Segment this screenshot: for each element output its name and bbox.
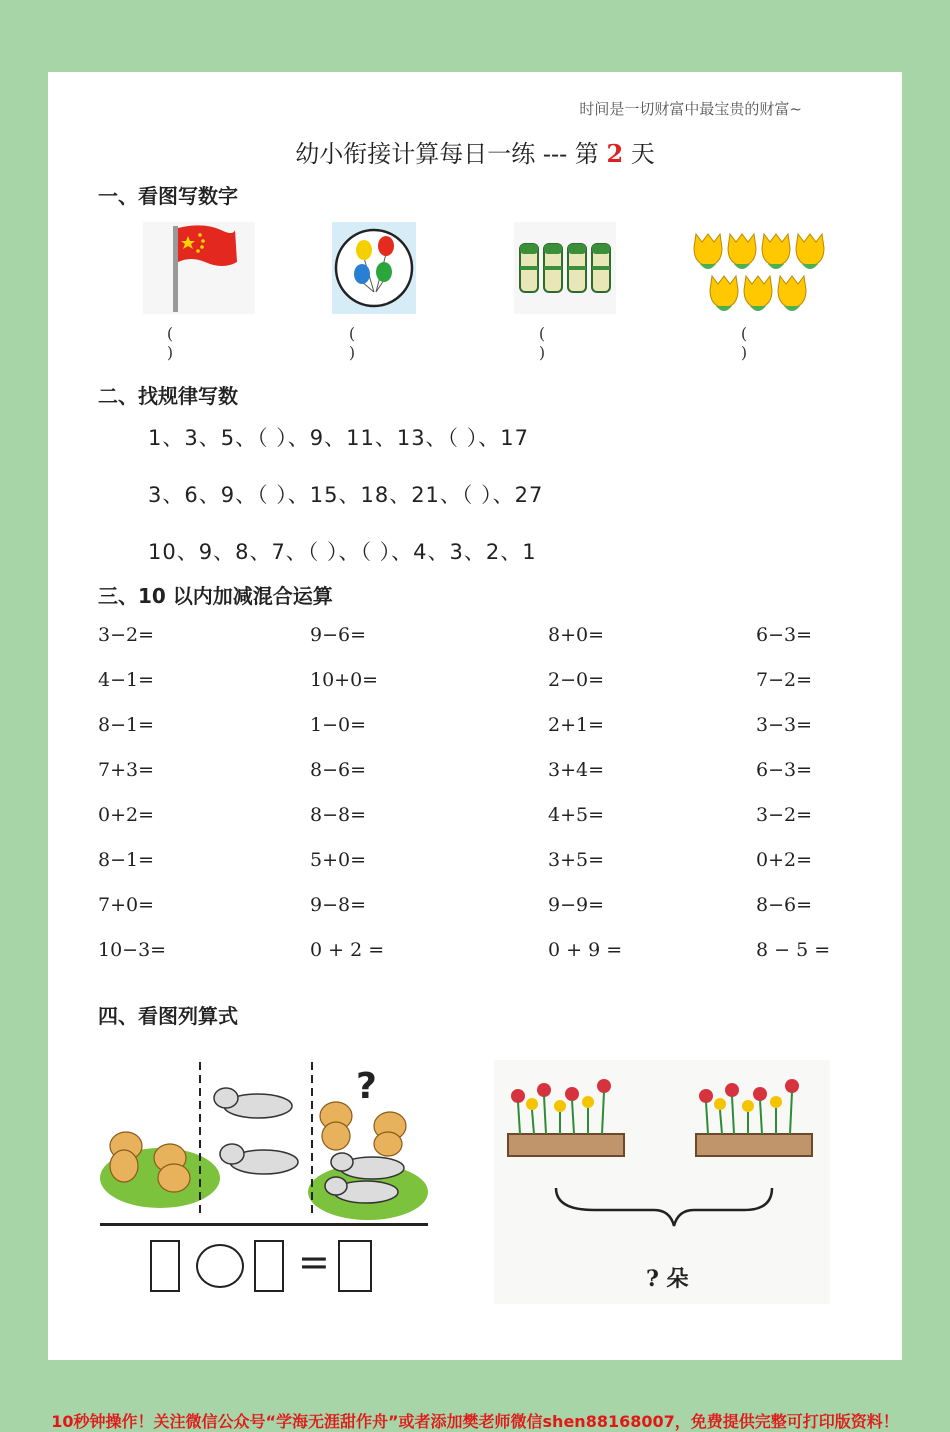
answer-box-1[interactable]	[150, 1240, 180, 1292]
footer-notice: 10秒钟操作！关注微信公众号“学海无涯甜作舟”或者添加樊老师微信shen88168007，免费提供完整可打印版资料！	[51, 1412, 899, 1431]
equation-item[interactable]: 0 + 9 =	[548, 939, 623, 961]
equation-item[interactable]: 3−3=	[756, 714, 813, 736]
flower-box-left-icon	[508, 1079, 624, 1156]
equation-item[interactable]: 8−6=	[310, 759, 367, 781]
day-number: 2	[606, 139, 624, 168]
equation-item[interactable]: 0+2=	[756, 849, 813, 871]
equation-item[interactable]: 8−6=	[756, 894, 813, 916]
equation-item[interactable]: 7+0=	[98, 894, 155, 916]
flower-count-label: ? 朵	[646, 1266, 689, 1292]
sequence-row-1[interactable]: 1、3、5、（ ）、9、11、13、（ ）、17	[148, 426, 529, 450]
bamboo-icon	[514, 222, 616, 318]
motto: 时间是一切财富中最宝贵的财富~	[579, 100, 802, 118]
answer-box-2[interactable]	[254, 1240, 284, 1292]
flag-icon	[143, 222, 255, 318]
equation-item[interactable]: 3−2=	[756, 804, 813, 826]
equation-item[interactable]: 6−3=	[756, 624, 813, 646]
answer-blank-4[interactable]: ( )	[740, 324, 794, 362]
equation-item[interactable]: 4−1=	[98, 669, 155, 691]
equation-item[interactable]: 9−9=	[548, 894, 605, 916]
answer-blank-3[interactable]: ( )	[538, 324, 592, 362]
answer-baseline	[100, 1223, 428, 1226]
equation-item[interactable]: 9−6=	[310, 624, 367, 646]
equation-item[interactable]: 9−8=	[310, 894, 367, 916]
section-2-heading: 二、找规律写数	[98, 384, 238, 408]
equation-item[interactable]: 8−1=	[98, 849, 155, 871]
equation-item[interactable]: 5+0=	[310, 849, 367, 871]
equation-item[interactable]: 8+0=	[548, 624, 605, 646]
equation-item[interactable]: 10−3=	[98, 939, 167, 961]
equation-item[interactable]: 3−2=	[98, 624, 155, 646]
equation-item[interactable]: 2−0=	[548, 669, 605, 691]
worksheet-page	[48, 72, 902, 1360]
equation-item[interactable]: 3+5=	[548, 849, 605, 871]
equation-item[interactable]: 10+0=	[310, 669, 379, 691]
equation-item[interactable]: 6−3=	[756, 759, 813, 781]
section-3-heading: 三、10 以内加减混合运算	[98, 584, 333, 608]
operator-circle[interactable]	[196, 1244, 244, 1288]
equation-item[interactable]: 3+4=	[548, 759, 605, 781]
equation-item[interactable]: 7+3=	[98, 759, 155, 781]
equation-item[interactable]: 8−8=	[310, 804, 367, 826]
answer-blank-2[interactable]: ( )	[348, 324, 402, 362]
sequence-row-3[interactable]: 10、9、8、7、（ ）、（ ）、4、3、2、1	[148, 540, 537, 564]
equation-item[interactable]: 8−1=	[98, 714, 155, 736]
balloons-icon	[332, 222, 416, 318]
equation-item[interactable]: 4+5=	[548, 804, 605, 826]
section-1-heading: 一、看图写数字	[98, 184, 238, 208]
answer-box-3[interactable]	[338, 1240, 372, 1292]
section-4-heading: 四、看图列算式	[98, 1004, 238, 1028]
equation-item[interactable]: 0 + 2 =	[310, 939, 385, 961]
answer-blank-1[interactable]: ( )	[166, 324, 220, 362]
tulips-icon	[692, 232, 826, 322]
equation-item[interactable]: 2+1=	[548, 714, 605, 736]
page-title: 幼小衔接计算每日一练 --- 第 2 天	[295, 139, 655, 168]
equation-item[interactable]: 0+2=	[98, 804, 155, 826]
flower-box-right-icon	[696, 1079, 812, 1156]
equation-item[interactable]: 7−2=	[756, 669, 813, 691]
equation-item[interactable]: 8 − 5 =	[756, 939, 831, 961]
sequence-row-2[interactable]: 3、6、9、（ ）、15、18、21、（ ）、27	[148, 483, 544, 507]
equation-item[interactable]: 1−0=	[310, 714, 367, 736]
question-mark: ?	[356, 1066, 377, 1107]
dogs-picture	[98, 1058, 428, 1227]
equals-sign: =	[298, 1240, 330, 1284]
